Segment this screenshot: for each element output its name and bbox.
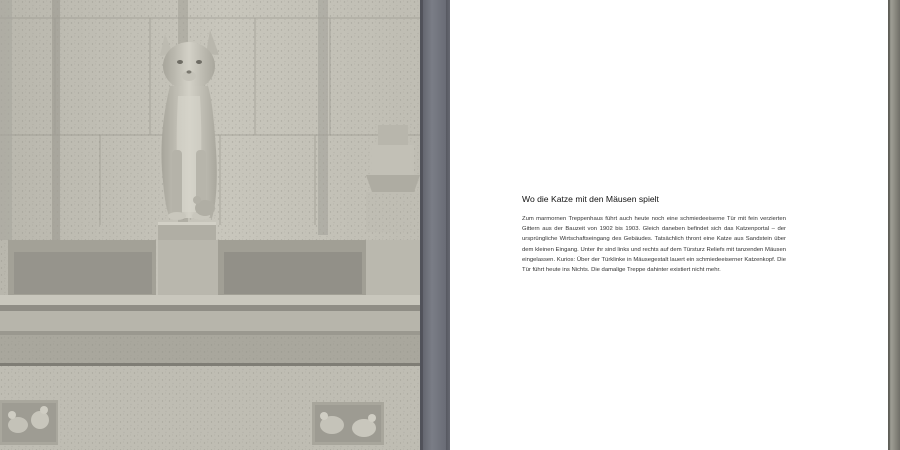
mouse-relief-right — [312, 402, 384, 445]
article-heading: Wo die Katze mit den Mäusen spielt — [522, 194, 659, 204]
text-page — [450, 0, 888, 450]
mouse-relief-left — [0, 400, 58, 445]
next-page-edge — [888, 0, 900, 450]
cat-statue — [160, 30, 219, 220]
article-body: Zum marmornen Treppenhaus führt auch heute noch eine schmiedeeiserne Tür mit fein verzierten Gittern aus der Bauzeit von 1902 bis 1903. Gleich daneben befindet sich das Katzenportal – der ursprüngliche Wirtschaftseingang des Gebäudes. Tatsächlich thront eine Katze aus Sandstein über dem kleinen Eingang. Unter ihr sind links und rechts auf dem Türsturz Reliefs mit tanzenden Mäusen eingelassen. Kurios: Über der Türklinke in Mäusegestalt lauert ein schmiedeeiserner Katzenkopf. Die Tür führt heute ins Nichts. Die damalige Treppe dahinter existiert nicht mehr. — [522, 216, 786, 274]
article-block — [522, 193, 786, 275]
